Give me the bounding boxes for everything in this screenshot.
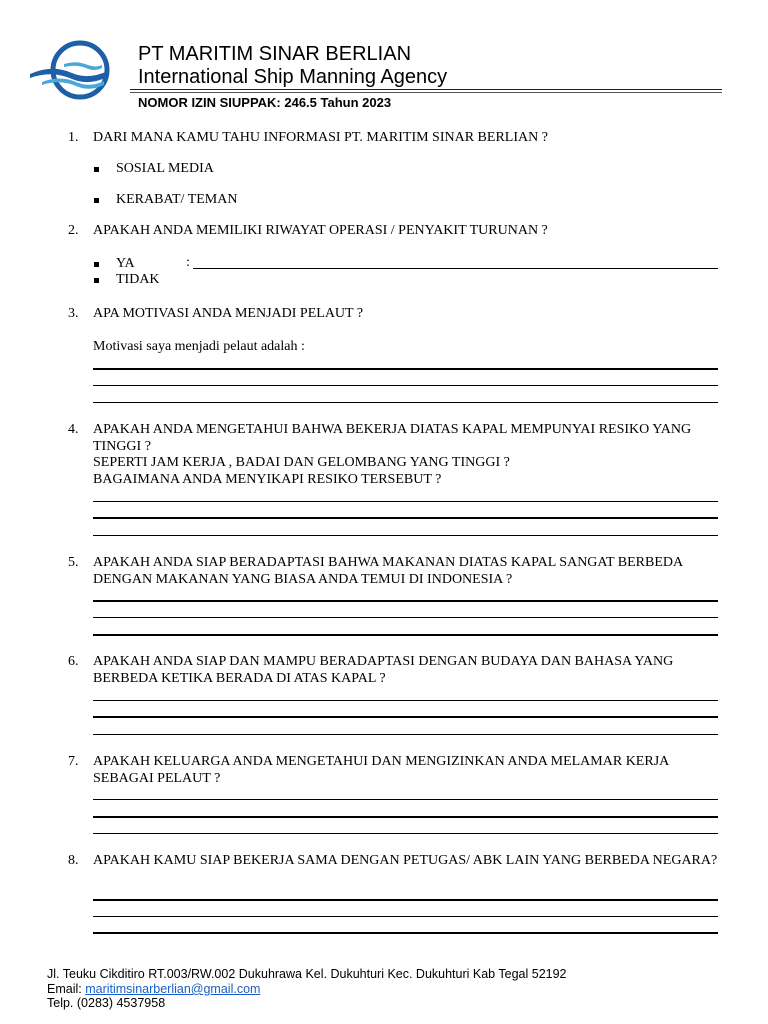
question-number: 8.: [68, 853, 79, 868]
answer-line[interactable]: [93, 716, 718, 718]
bullet-icon: [94, 278, 99, 283]
bullet-icon: [94, 198, 99, 203]
answer-line[interactable]: [93, 385, 718, 386]
question-number: 4.: [68, 422, 79, 437]
question-line: APAKAH ANDA MENGETAHUI BAHWA BEKERJA DIATAS KAPAL MEMPUNYAI RESIKO YANG TINGGI ?: [93, 422, 692, 454]
question-line: BAGAIMANA ANDA MENYIKAPI RESIKO TERSEBUT ?: [93, 471, 442, 487]
answer-line[interactable]: [93, 535, 718, 536]
question-line: SEPERTI JAM KERJA , BADAI DAN GELOMBANG YANG TINGGI ?: [93, 455, 510, 470]
question-number: 7.: [68, 754, 79, 769]
bullet-icon: [94, 167, 99, 172]
answer-line[interactable]: [93, 734, 718, 735]
footer-address: Jl. Teuku Cikditiro RT.003/RW.002 Dukuhrawa Kel. Dukuhturi Kec. Dukuhturi Kab Tegal 52192: [47, 967, 567, 981]
option-label: KERABAT/ TEMAN: [116, 192, 238, 207]
question-number: 3.: [68, 306, 79, 321]
header-divider: [130, 89, 722, 90]
question-number: 1.: [68, 130, 79, 145]
option-label: YA: [116, 256, 135, 271]
answer-prompt: Motivasi saya menjadi pelaut adalah :: [93, 339, 305, 354]
company-logo: [28, 40, 114, 102]
question-text: APAKAH KAMU SIAP BEKERJA SAMA DENGAN PETUGAS/ ABK LAIN YANG BERBEDA NEGARA?: [93, 853, 718, 868]
answer-line[interactable]: [93, 600, 718, 602]
answer-line[interactable]: [93, 932, 718, 934]
bullet-icon: [94, 262, 99, 267]
footer-email: [47, 982, 260, 997]
option-label: SOSIAL MEDIA: [116, 161, 214, 176]
option-label: TIDAK: [116, 272, 160, 287]
answer-line[interactable]: [93, 700, 718, 701]
question-text: [93, 422, 729, 488]
answer-line[interactable]: [93, 833, 718, 834]
header-divider-secondary: [130, 92, 722, 93]
answer-line[interactable]: [93, 517, 718, 519]
answer-line[interactable]: [93, 634, 718, 636]
answer-line[interactable]: [93, 799, 718, 800]
answer-line[interactable]: [93, 501, 718, 502]
company-name: PT MARITIM SINAR BERLIAN: [138, 43, 412, 65]
option-separator: :: [186, 255, 190, 270]
question-text: APA MOTIVASI ANDA MENJADI PELAUT ?: [93, 306, 364, 321]
answer-line[interactable]: [93, 816, 718, 818]
answer-line[interactable]: [93, 368, 718, 370]
question-number: 2.: [68, 223, 79, 238]
question-text: APAKAH ANDA MEMILIKI RIWAYAT OPERASI / PENYAKIT TURUNAN ?: [93, 223, 548, 238]
email-label: Email:: [47, 982, 86, 996]
answer-line[interactable]: [93, 916, 718, 917]
answer-line[interactable]: [193, 268, 718, 269]
question-text: APAKAH ANDA SIAP DAN MAMPU BERADAPTASI DENGAN BUDAYA DAN BAHASA YANG BERBEDA KETIKA BERADA DI ATAS KAPAL ?: [93, 654, 674, 686]
question-text: APAKAH ANDA SIAP BERADAPTASI BAHWA MAKANAN DIATAS KAPAL SANGAT BERBEDA DENGAN MAKANAN YANG BIASA ANDA TEMUI DI INDONESIA ?: [93, 555, 683, 587]
company-tagline: International Ship Manning Agency: [138, 66, 448, 88]
answer-line[interactable]: [93, 402, 718, 403]
license-number: NOMOR IZIN SIUPPAK: 246.5 Tahun 2023: [138, 95, 392, 110]
email-link[interactable]: maritimsinarberlian@gmail.com: [85, 982, 261, 996]
answer-line[interactable]: [93, 617, 718, 618]
question-text: DARI MANA KAMU TAHU INFORMASI PT. MARITIM SINAR BERLIAN ?: [93, 130, 548, 145]
question-number: 5.: [68, 555, 79, 570]
question-number: 6.: [68, 654, 79, 669]
footer-phone: Telp. (0283) 4537958: [47, 996, 166, 1010]
question-text: APAKAH KELUARGA ANDA MENGETAHUI DAN MENGIZINKAN ANDA MELAMAR KERJA SEBAGAI PELAUT ?: [93, 754, 669, 786]
answer-line[interactable]: [93, 899, 718, 901]
